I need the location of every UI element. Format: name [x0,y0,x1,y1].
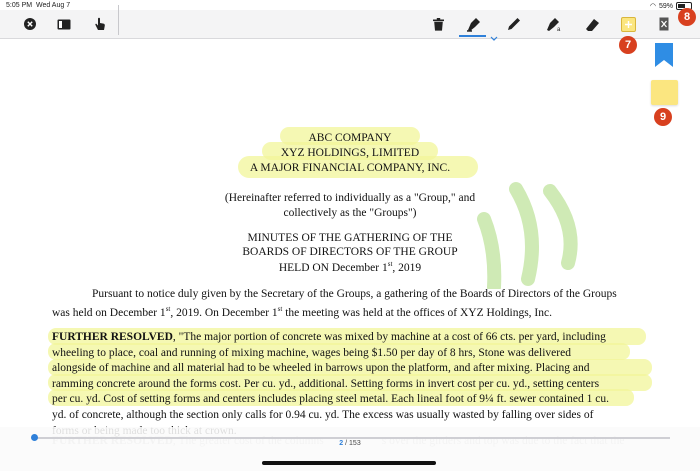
text-highlighter-icon [546,17,563,32]
trash-icon [433,18,444,31]
page-indicator: 2 / 153 [339,440,361,447]
wifi-icon: ◠ [649,3,656,10]
resolved-label: FURTHER RESOLVED [52,331,173,343]
highlighter-icon [466,17,481,32]
eraser-tool-button[interactable] [581,13,603,35]
pen-tool-button[interactable] [503,13,525,35]
scrubber-handle[interactable] [31,434,38,441]
minutes-title-1: MINUTES OF THE GATHERING OF THE [247,232,453,244]
subtitle-line-1: (Hereinafter referred to individually as a "Group," and [224,192,476,204]
toolbar-divider [118,5,119,35]
callout-badge-9: 9 [654,108,672,126]
status-time: 5:05 PM Wed Aug 7 [6,2,71,9]
resolved-paragraph: FURTHER RESOLVED, "The major portion of concrete was mixed by machine at a cost of 66 cts. per yard, including wheeling to place, coal and running of mixing machine, wages being $1.50 per day of 8 hrs, Stone was delivered alongside of machine and all material had to be wheeled in barrows upon the platform, and after mixing. Placing and ramming concrete around the forms cost. Per cu. yd., additional. Setting forms in invert cost per cu. yd., setting centers per cu. yd. Cost of setting forms and centers includes placing steel metal. Each lineal foot of 9¼ ft. sewer contained 1 cu. yd. of concrete, although the section only calls for 0.94 cu. yd. The excess was usually wasted by falling over sides of [52,331,609,421]
highlighter-tool-button[interactable] [462,13,484,35]
scrubber-track[interactable] [34,437,670,439]
minutes-title-2: BOARDS OF DIRECTORS OF THE GROUP [242,246,458,258]
company-heading-2: XYZ HOLDINGS, LIMITED [280,147,420,159]
thumbnail-view-button[interactable] [53,13,75,35]
callout-badge-7: 7 [619,36,637,54]
delete-button[interactable] [427,13,449,35]
company-heading-3: A MAJOR FINANCIAL COMPANY, INC. [249,162,451,174]
held-on-line: HELD ON December 1st, 2019 [278,260,422,274]
hand-pan-icon [94,17,106,31]
close-button[interactable] [19,13,41,35]
notice-line-1: Pursuant to notice duly given by the Secretary of the Groups, a gathering of the Boards of Directors of the Groups [92,288,617,300]
subtitle-line-2: collectively as the "Groups") [283,207,417,219]
thumbnail-view-icon [57,19,71,30]
callout-badge-8: 8 [678,8,696,26]
active-tool-indicator [459,35,486,37]
svg-text:a: a [556,26,560,32]
company-heading-1: ABC COMPANY [308,132,392,144]
bookmark-toggle-icon [659,17,669,31]
bookmark-toggle-button[interactable] [653,13,675,35]
close-icon [24,18,36,30]
add-note-icon [621,17,636,32]
home-indicator[interactable] [262,461,436,465]
pan-mode-button[interactable] [89,13,111,35]
document-page [0,39,700,471]
eraser-icon [585,17,600,32]
pen-icon [507,17,521,31]
battery-indicator: ◠ 59% [650,2,692,10]
text-highlighter-tool-button[interactable] [543,13,565,35]
add-note-button[interactable] [617,13,639,35]
notice-line-2: was held on December 1st, 2019. On December 1st the meeting was held at the offices of XYZ Holdings, Inc. [52,305,552,319]
annotation-toolbar [0,10,700,39]
